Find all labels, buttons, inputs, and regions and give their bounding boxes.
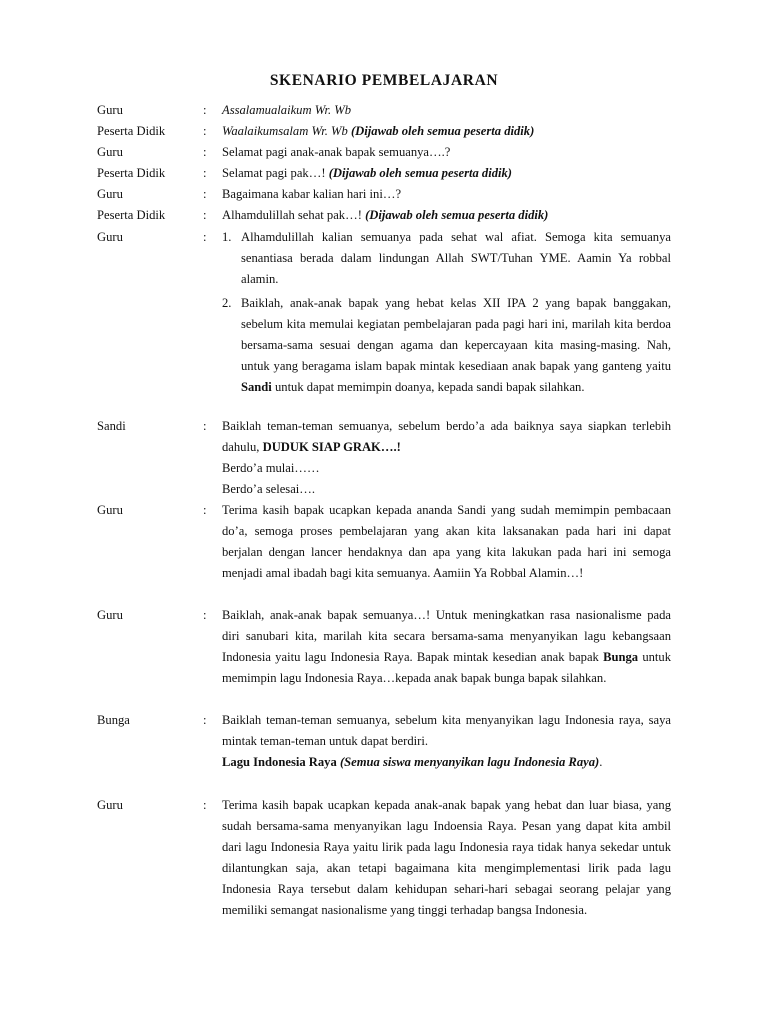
speaker-label: Sandi	[97, 419, 126, 433]
speaker-label: Guru	[97, 608, 123, 622]
stage-note: (Dijawab oleh semua peserta didik)	[350, 124, 535, 138]
speaker-label: Guru	[97, 503, 123, 517]
stage-note: (Semua siswa menyanyikan lagu Indonesia Raya)	[339, 755, 600, 769]
dialogue-text	[222, 100, 671, 121]
colon-separator: :	[203, 713, 207, 727]
speaker-label: Peserta Didik	[97, 166, 166, 180]
song-title: Lagu Indonesia Raya	[222, 755, 337, 769]
dialogue-text	[222, 416, 671, 500]
speaker-label: Guru	[97, 145, 123, 159]
speaker-label: Guru	[97, 230, 123, 244]
speaker-label: Bunga	[97, 713, 130, 727]
list-item-text: Baiklah, anak-anak bapak yang hebat kelas XII IPA 2 yang bapak banggakan, sebelum kita memulai kegiatan pembelajaran pada pagi hari ini, marilah kita berdoa bersama-sama sesuai dengan agama dan kepercayaan kita masing-masing. Nah, untuk yang beragama islam bapak mintak kesediaan anak bapak yang ganteng yaitu	[241, 296, 671, 373]
colon-separator: :	[203, 503, 207, 517]
list-number: 1.	[222, 230, 232, 244]
dialogue-text	[222, 163, 671, 184]
dialogue-text	[222, 121, 671, 142]
list-item-text-end: untuk dapat memimpin doanya, kepada sandi bapak silahkan.	[274, 380, 585, 394]
colon-separator: :	[203, 208, 207, 222]
colon-separator: :	[203, 103, 207, 117]
dialogue-text	[222, 710, 671, 773]
dialogue-paragraph	[222, 416, 671, 458]
speaker-label: Guru	[97, 187, 123, 201]
paragraph-text: Baiklah teman-teman semuanya, sebelum kita menyanyikan lagu Indonesia raya, saya mintak teman-teman untuk dapat berdiri.	[222, 713, 671, 748]
speaker-label: Guru	[97, 103, 123, 117]
colon-separator: :	[203, 230, 207, 244]
greeting-text: Assalamualaikum Wr. Wb	[222, 103, 352, 117]
dialogue-text	[222, 605, 671, 689]
student-name: Bunga	[603, 650, 639, 664]
dialogue-text: Terima kasih bapak ucapkan kepada anak-anak bapak yang hebat dan luar biasa, yang sudah bersama-sama menyanyikan lagu Indoensia Raya. Pesan yang dapat kita ambil dari lagu Indonesia Raya yaitu lirik pada lagu Indonesia raya tidak hanya sekedar untuk dilantungkan saja, akan tetapi bagaimana kita mengimplementasi lirik pada lagu Indonesia Raya tersebut dalam kehidupan sehari-hari sebagai seorang pelajar yang memiliki semangat nasionalisme yang tinggi terhadap bangsa Indonesia.	[222, 798, 671, 917]
paragraph-text: Baiklah teman-teman semuanya, sebelum berdo’a ada baiknya saya siapkan terlebih dahulu,	[222, 419, 671, 454]
response-text: Waalaikumsalam Wr. Wb	[222, 124, 348, 138]
numbered-list	[222, 227, 671, 398]
paragraph-text: Baiklah, anak-anak bapak semuanya…! Untuk meningkatkan rasa nasionalisme pada diri sanubari kita, marilah kita secara bersama-sama menyanyikan lagu kebangsaan Indonesia yaitu lagu Indonesia Raya. Bapak mintak kesedian anak bapak	[222, 608, 671, 664]
speaker-label: Peserta Didik	[97, 208, 166, 222]
colon-separator: :	[203, 419, 207, 433]
dialogue-text: Bagaimana kabar kalian hari ini…?	[222, 187, 402, 201]
list-item	[222, 227, 671, 290]
paragraph-text-end: untuk memimpin lagu Indonesia Raya…kepada anak bapak bunga bapak silahkan.	[222, 650, 672, 685]
list-number: 2.	[222, 296, 232, 310]
speaker-label: Guru	[97, 798, 123, 812]
colon-separator: :	[203, 124, 207, 138]
stage-note: (Dijawab oleh semua peserta didik)	[365, 208, 549, 222]
dialogue-text	[222, 205, 671, 226]
response-text: Alhamdulillah sehat pak…!	[222, 208, 362, 222]
student-name: Sandi	[241, 380, 272, 394]
colon-separator: :	[203, 608, 207, 622]
colon-separator: :	[203, 798, 207, 812]
stage-note: (Dijawab oleh semua peserta didik)	[328, 166, 512, 180]
list-item	[222, 293, 671, 398]
colon-separator: :	[203, 187, 207, 201]
speaker-label: Peserta Didik	[97, 124, 166, 138]
document-title: SKENARIO PEMBELAJARAN	[269, 72, 499, 89]
response-text: Selamat pagi pak…!	[222, 166, 326, 180]
prayer-end-line: Berdo’a selesai….	[222, 482, 316, 496]
sentence-end: .	[599, 755, 603, 769]
prayer-start-line: Berdo’a mulai……	[222, 461, 320, 475]
dialogue-text: Terima kasih bapak ucapkan kepada ananda Sandi yang sudah memimpin pembacaan do’a, semoga proses pembelajaran yang akan kita laksanakan pada hari ini dapat berjalan dengan lancer hendaknya dan apa yang kita lakukan pada hari ini semoga menjadi amal ibadah bagi kita semuanya. Aamiin Ya Robbal Alamin…!	[222, 503, 671, 580]
dialogue-text: Selamat pagi anak-anak bapak semuanya….?	[222, 145, 451, 159]
list-item-text: Alhamdulillah kalian semuanya pada sehat wal afiat. Semoga kita semuanya senantiasa berada dalam lindungan Allah SWT/Tuhan YME. Aamin Ya robbal alamin.	[241, 230, 671, 286]
colon-separator: :	[203, 166, 207, 180]
command-text: DUDUK SIAP GRAK….!	[262, 440, 401, 454]
song-line	[222, 752, 671, 773]
colon-separator: :	[203, 145, 207, 159]
